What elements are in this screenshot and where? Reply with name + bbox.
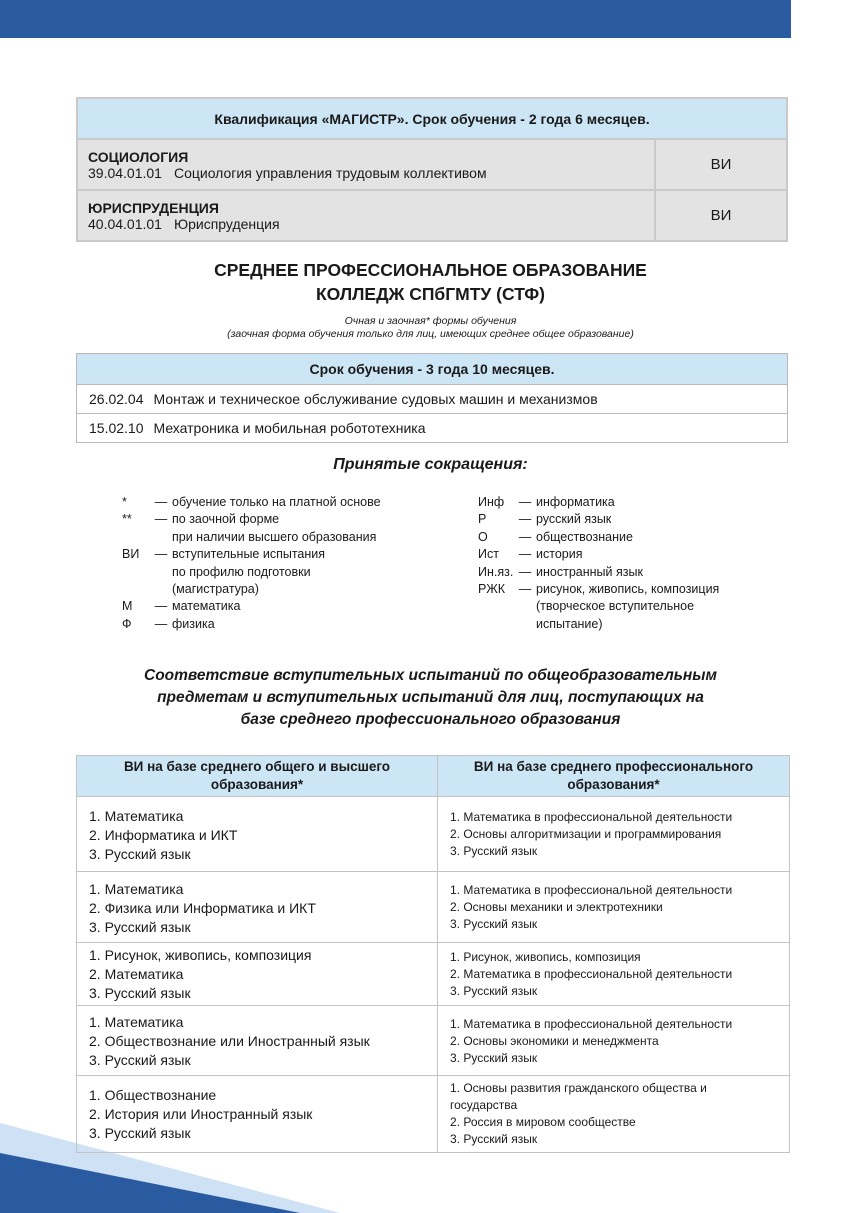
- abbreviation-key: **: [122, 512, 132, 527]
- professional-exams-cell: [438, 797, 790, 872]
- general-exams-cell: [77, 797, 438, 872]
- abbreviation-text: по профилю подготовки: [172, 564, 311, 579]
- abbreviation-key: Ин.яз.: [478, 564, 514, 579]
- general-exams-cell: [77, 943, 438, 1006]
- exam-item: 3. Русский язык: [89, 1125, 191, 1141]
- exam-item: 1. Математика в профессиональной деятельности: [450, 1017, 733, 1031]
- abbreviation-text: обучение только на платной основе: [172, 495, 381, 509]
- exam-item: государства: [450, 1098, 518, 1112]
- exam-item: 2. Математика в профессиональной деятельности: [450, 967, 733, 981]
- spo-table: [76, 353, 788, 443]
- correspondence-title-line: базе среднего профессионального образования: [240, 711, 621, 728]
- professional-exams-cell: [438, 872, 790, 943]
- program-cell: [77, 190, 655, 241]
- exam-item: 1. Математика в профессиональной деятельности: [450, 810, 733, 824]
- abbreviation-key: Р: [478, 512, 487, 527]
- abbreviation-key: О: [478, 529, 488, 544]
- abbreviation-text: испытание): [536, 616, 603, 631]
- exam-item: 2. Россия в мировом сообществе: [450, 1115, 636, 1129]
- abbreviation-key: Ист: [478, 547, 499, 562]
- abbreviations-left: [122, 494, 452, 633]
- professional-exams-cell: [438, 1006, 790, 1076]
- magistr-table: [76, 97, 788, 242]
- exam-item: 2. Физика или Информатика и ИКТ: [89, 900, 316, 916]
- abbreviation-text: физика: [172, 616, 215, 631]
- column-header-professional: ВИ на базе среднего профессионального образования*: [438, 756, 790, 797]
- abbreviation-item: * — обучение только на платной основе: [122, 494, 452, 511]
- table-row: [77, 872, 790, 943]
- program-name: Монтаж и техническое обслуживание судовых машин и механизмов: [153, 391, 598, 407]
- exam-cell: ВИ: [655, 190, 787, 241]
- abbreviation-text: история: [536, 547, 583, 562]
- correspondence-table: [76, 755, 790, 1153]
- spo-title: [0, 258, 861, 306]
- exam-item: 2. Основы алгоритмизации и программирования: [450, 827, 722, 841]
- table-row: [77, 943, 790, 1006]
- exam-item: 1. Математика: [89, 881, 184, 897]
- exam-item: 1. Рисунок, живопись, композиция: [89, 947, 312, 963]
- exam-item: 2. Обществознание или Иностранный язык: [89, 1033, 370, 1049]
- exam-item: 1. Обществознание: [89, 1087, 217, 1103]
- program-name: Социология управления трудовым коллективом: [173, 164, 487, 181]
- correspondence-title-line: Соответствие вступительных испытаний по общеобразовательным: [144, 667, 717, 684]
- abbreviation-key: *: [122, 495, 127, 509]
- abbreviation-item: Ин.яз. — иностранный язык: [478, 564, 778, 581]
- top-decorative-band: [0, 0, 791, 38]
- table-row: [77, 414, 788, 443]
- professional-exams-cell: [438, 1076, 790, 1153]
- exam-item: 1. Математика в профессиональной деятельности: [450, 883, 733, 897]
- abbreviation-item: Ист — история: [478, 546, 778, 563]
- abbreviation-item: Инф — информатика: [478, 494, 778, 511]
- exam-cell: ВИ: [655, 139, 787, 190]
- abbreviation-text: рисунок, живопись, композиция: [536, 582, 720, 597]
- abbreviation-key: Инф: [478, 495, 505, 509]
- abbreviation-item: О — обществознание: [478, 529, 778, 546]
- exam-item: 1. Рисунок, живопись, композиция: [450, 950, 641, 964]
- exam-item: 2. Математика: [89, 966, 184, 982]
- table-row: [77, 139, 787, 190]
- general-exams-cell: [77, 872, 438, 943]
- program-code: 39.04.01.01: [88, 164, 162, 181]
- exam-item: 3. Русский язык: [450, 1051, 538, 1065]
- abbreviation-text: при наличии высшего образования: [172, 529, 377, 544]
- exam-item: 3. Русский язык: [89, 846, 191, 862]
- abbreviation-key: Ф: [122, 616, 132, 631]
- table-row: [77, 797, 790, 872]
- program-title: ЮРИСПРУДЕНЦИЯ: [88, 199, 219, 216]
- table-row: [77, 190, 787, 241]
- exam-item: 1. Математика: [89, 808, 184, 824]
- abbreviation-text: вступительные испытания: [172, 547, 326, 562]
- spo-title-line: КОЛЛЕДЖ СПбГМТУ (СТФ): [315, 284, 545, 304]
- table-row: [77, 1006, 790, 1076]
- exam-item: 2. История или Иностранный язык: [89, 1106, 313, 1122]
- exam-item: 3. Русский язык: [450, 1132, 538, 1146]
- correspondence-title: [0, 665, 861, 731]
- abbreviation-item: ** — по заочной форме при наличии высшего образования: [122, 511, 452, 546]
- program-title: СОЦИОЛОГИЯ: [88, 148, 189, 165]
- abbreviation-key: ВИ: [122, 547, 140, 562]
- program-code: 15.02.10: [89, 420, 144, 436]
- abbreviation-text: математика: [172, 599, 241, 614]
- exam-item: 2. Основы механики и электротехники: [450, 900, 663, 914]
- program-name: Мехатроника и мобильная робототехника: [153, 420, 426, 436]
- exam-item: 3. Русский язык: [450, 984, 538, 998]
- magistr-header: Квалификация «МАГИСТР». Срок обучения - 2 года 6 месяцев.: [77, 98, 787, 139]
- abbreviation-key: РЖК: [478, 582, 506, 597]
- abbreviation-text: (магистратура): [172, 582, 259, 597]
- program-name: Юриспруденция: [173, 215, 280, 232]
- exam-item: 2. Основы экономики и менеджмента: [450, 1034, 659, 1048]
- professional-exams-cell: [438, 943, 790, 1006]
- column-header-general: ВИ на базе среднего общего и высшего образования*: [77, 756, 438, 797]
- exam-item: 3. Русский язык: [89, 985, 191, 1001]
- spo-note: [0, 315, 861, 341]
- exam-item: 1. Основы развития гражданского общества и: [450, 1081, 707, 1095]
- table-row: [77, 1076, 790, 1153]
- exam-item: 3. Русский язык: [89, 1052, 191, 1068]
- abbreviations-title: Принятые сокращения:: [333, 456, 528, 473]
- general-exams-cell: [77, 1076, 438, 1153]
- abbreviation-text: по заочной форме: [172, 512, 280, 527]
- abbreviations-right: [478, 494, 778, 633]
- spo-table-header: Срок обучения - 3 года 10 месяцев.: [77, 354, 788, 385]
- general-exams-cell: [77, 1006, 438, 1076]
- program-code: 40.04.01.01: [88, 215, 162, 232]
- exam-item: 3. Русский язык: [450, 917, 538, 931]
- program-cell: [77, 139, 655, 190]
- spo-note-line: (заочная форма обучения только для лиц, имеющих среднее общее образование): [227, 328, 634, 340]
- abbreviation-key: М: [122, 599, 133, 614]
- abbreviation-text: обществознание: [536, 529, 633, 544]
- abbreviation-item: ВИ — вступительные испытания по профилю подготовки (магистратура): [122, 546, 452, 598]
- exam-item: 2. Информатика и ИКТ: [89, 827, 238, 843]
- abbreviation-text: иностранный язык: [536, 564, 643, 579]
- abbreviation-item: РЖК — рисунок, живопись, композиция (творческое вступительное испытание): [478, 581, 778, 633]
- exam-item: 3. Русский язык: [89, 919, 191, 935]
- spo-note-line: Очная и заочная* формы обучения: [344, 315, 517, 327]
- correspondence-title-line: предметам и вступительных испытаний для лиц, поступающих на: [157, 689, 704, 706]
- abbreviation-item: Р — русский язык: [478, 511, 778, 528]
- abbreviation-text: русский язык: [536, 512, 612, 527]
- spo-title-line: СРЕДНЕЕ ПРОФЕССИОНАЛЬНОЕ ОБРАЗОВАНИЕ: [214, 260, 647, 280]
- exam-item: 3. Русский язык: [450, 844, 538, 858]
- abbreviation-item: Ф — физика: [122, 616, 452, 633]
- abbreviation-text: (творческое вступительное: [536, 599, 695, 614]
- abbreviation-text: информатика: [536, 495, 615, 509]
- program-code: 26.02.04: [89, 391, 144, 407]
- abbreviation-item: М — математика: [122, 598, 452, 615]
- exam-item: 1. Математика: [89, 1014, 184, 1030]
- table-row: [77, 385, 788, 414]
